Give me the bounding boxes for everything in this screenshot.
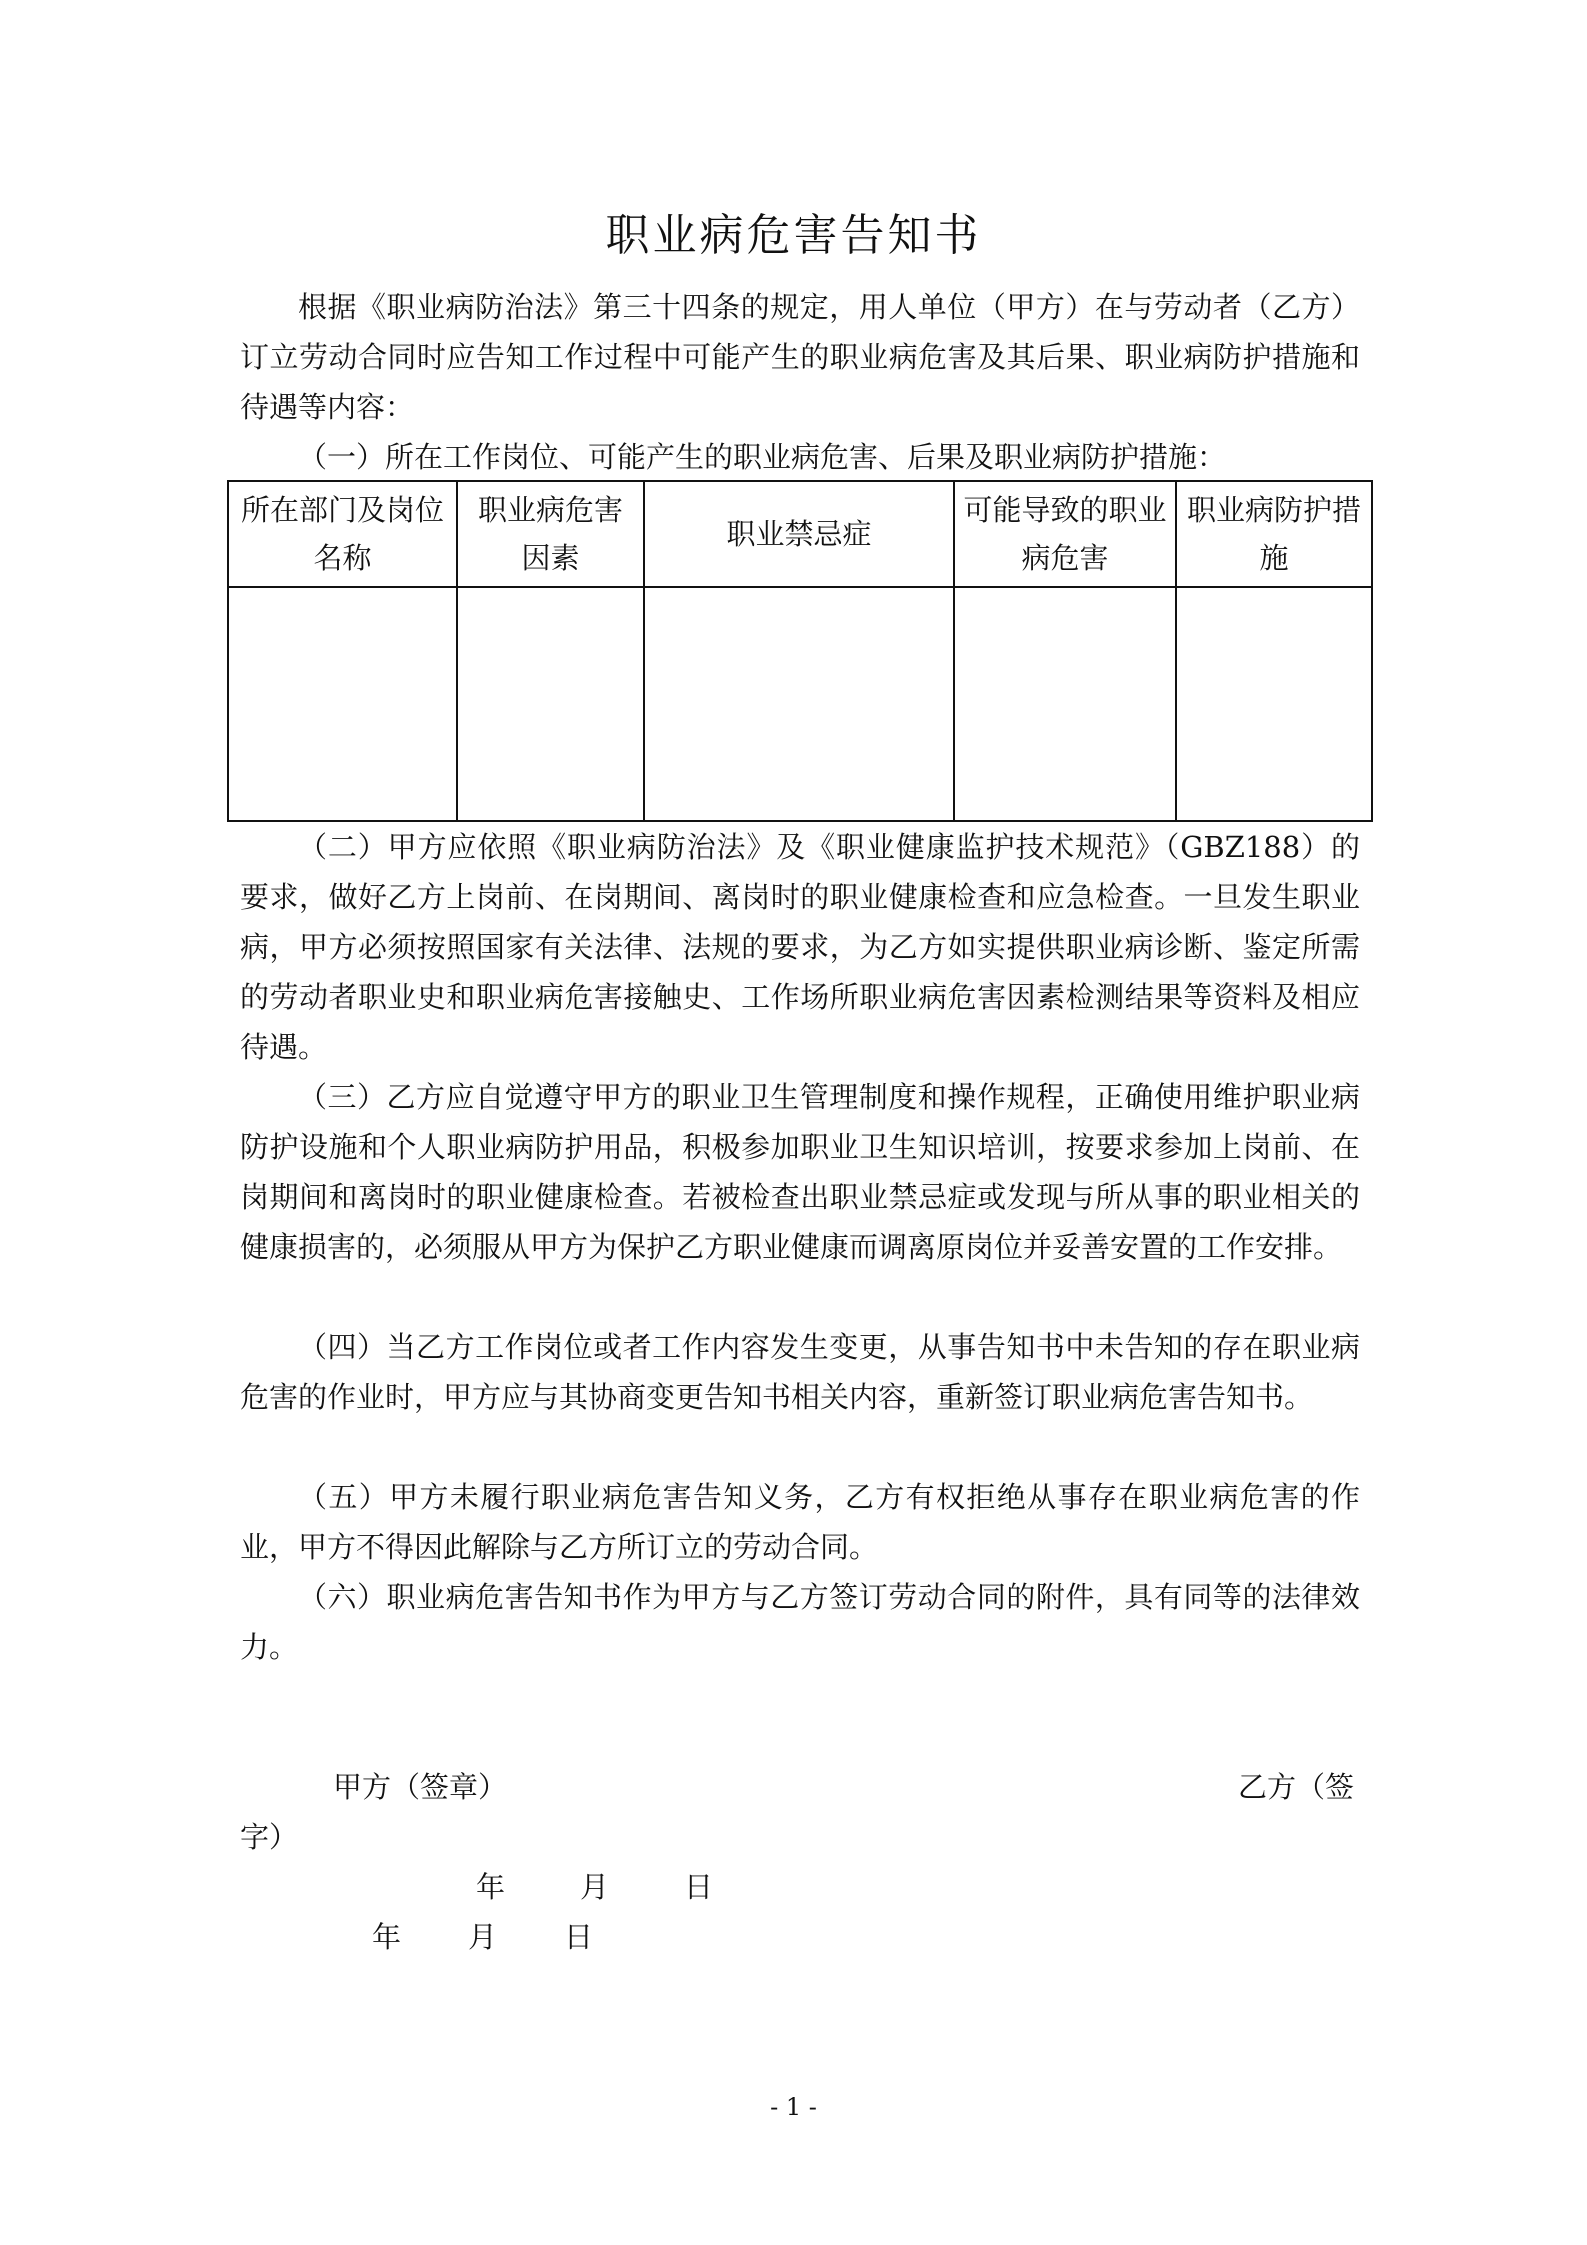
page-title: 职业病危害告知书: [605, 210, 982, 261]
date-month-label: 月: [580, 1870, 610, 1904]
table-row: [228, 587, 1372, 821]
item-5-paragraph: （五）甲方未履行职业病危害告知义务，乙方有权拒绝从事存在职业病危害的作业，甲方不得因此解除与乙方所订立的劳动合同。: [240, 1480, 1360, 1564]
cell-possible-harm[interactable]: [954, 587, 1176, 821]
date-year-label: 年: [372, 1920, 402, 1954]
cell-department-position[interactable]: [228, 587, 457, 821]
table-header-row: [228, 481, 1372, 587]
party-b-signature-label: 乙方（签: [1238, 1770, 1355, 1804]
intro-paragraph: 根据《职业病防治法》第三十四条的规定，用人单位（甲方）在与劳动者（乙方）订立劳动合同时应告知工作过程中可能产生的职业病危害及其后果、职业病防护措施和待遇等内容：: [240, 290, 1360, 424]
item-2-paragraph: （二）甲方应依照《职业病防治法》及《职业健康监护技术规范》（GBZ188）的要求，做好乙方上岗前、在岗期间、离岗时的职业健康检查和应急检查。一旦发生职业病，甲方必须按照国家有关法律、法规的要求，为乙方如实提供职业病诊断、鉴定所需的劳动者职业史和职业病危害接触史、工作场所职业病危害因素检测结果等资料及相应待遇。: [240, 830, 1360, 1064]
item-1-paragraph: （一）所在工作岗位、可能产生的职业病危害、后果及职业病防护措施：: [298, 440, 1227, 474]
page-number: - 1 -: [770, 2093, 817, 2121]
date-day-label: 日: [684, 1870, 714, 1904]
date-year-label: 年: [476, 1870, 506, 1904]
header-contraindications: 职业禁忌症: [644, 481, 954, 587]
cell-protective-measures[interactable]: [1176, 587, 1372, 821]
item-6-paragraph: （六）职业病危害告知书作为甲方与乙方签订劳动合同的附件，具有同等的法律效力。: [240, 1580, 1360, 1664]
party-a-date: [476, 1862, 713, 1912]
party-a-signature-label: 甲方（签章）: [333, 1770, 508, 1804]
header-protective-measures: 职业病防护措施: [1176, 481, 1372, 587]
item-3-paragraph: （三）乙方应自觉遵守甲方的职业卫生管理制度和操作规程，正确使用维护职业病防护设施和个人职业病防护用品，积极参加职业卫生知识培训，按要求参加上岗前、在岗期间和离岗时的职业健康检查。若被检查出职业禁忌症或发现与所从事的职业相关的健康损害的，必须服从甲方为保护乙方职业健康而调离原岗位并妥善安置的工作安排。: [240, 1080, 1360, 1264]
date-month-label: 月: [468, 1920, 498, 1954]
date-day-label: 日: [564, 1920, 594, 1954]
party-b-date: [372, 1912, 593, 1962]
header-department-position: 所在部门及岗位名称: [228, 481, 457, 587]
hazard-table: [227, 480, 1373, 822]
party-b-signature-label-continued: 字）: [240, 1820, 299, 1854]
header-hazard-factors: 职业病危害因素: [457, 481, 644, 587]
cell-hazard-factors[interactable]: [457, 587, 644, 821]
header-possible-harm: 可能导致的职业病危害: [954, 481, 1176, 587]
cell-contraindications[interactable]: [644, 587, 954, 821]
item-4-paragraph: （四）当乙方工作岗位或者工作内容发生变更，从事告知书中未告知的存在职业病危害的作业时，甲方应与其协商变更告知书相关内容，重新签订职业病危害告知书。: [240, 1330, 1360, 1414]
